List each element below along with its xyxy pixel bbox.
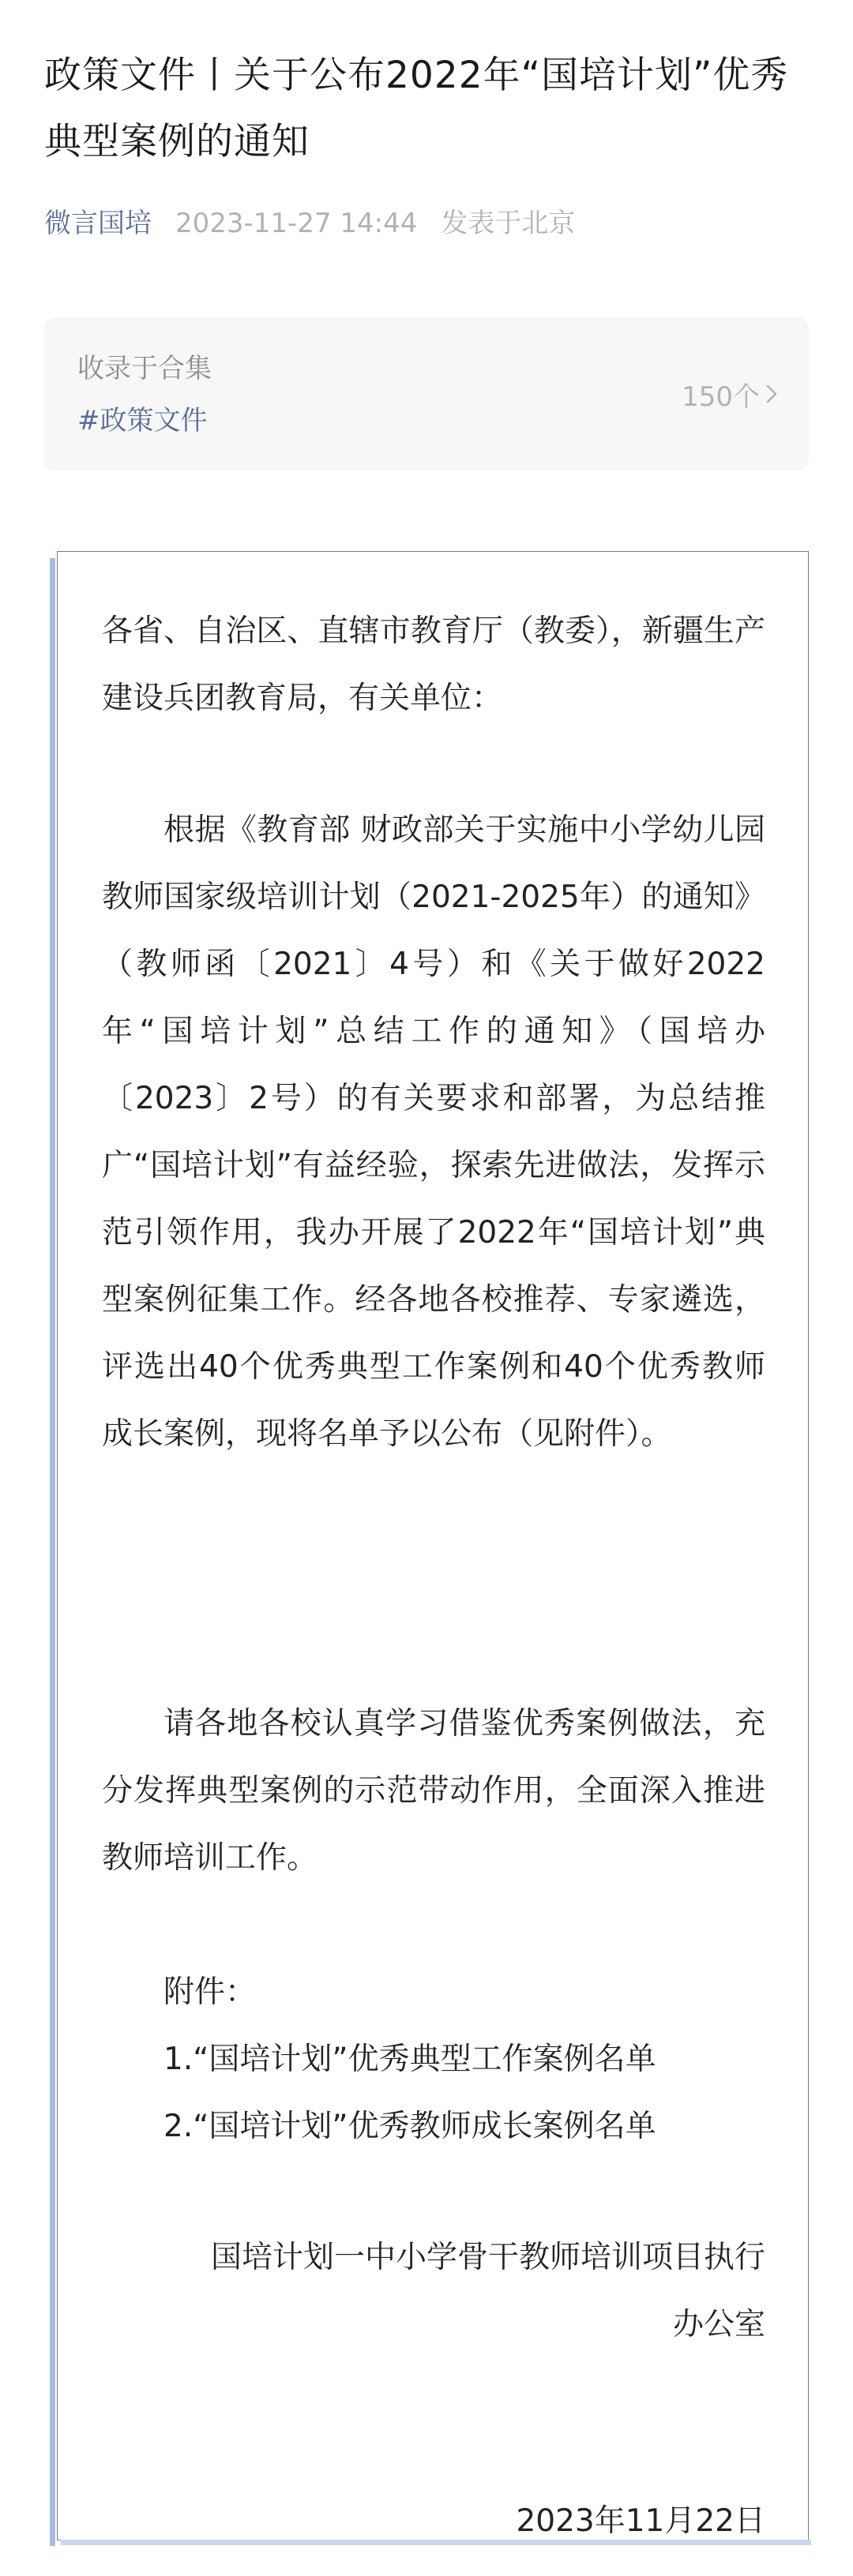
attachments-heading: 附件：: [163, 1974, 257, 2010]
issuer-signature-line-1: 国培计划一中小学骨干教师培训项目执行: [210, 2240, 765, 2275]
chevron-right-icon: [765, 382, 780, 406]
notice-body-paragraph-2: 请各地各校认真学习借鉴优秀案例做法，充分发挥典型案例的示范带动作用，全面深入推进教师培训工作。: [102, 1706, 765, 1876]
publish-location: 发表于北京: [441, 208, 576, 239]
collection-tag-link[interactable]: #政策文件: [77, 405, 208, 437]
collection-label: 收录于合集: [77, 353, 212, 384]
attachment-item-2: 2.“国培计划”优秀教师成长案例名单: [163, 2109, 656, 2144]
account-name-link[interactable]: 微言国培: [44, 208, 152, 239]
notice-salutation: 各省、自治区、直辖市教育厅（教委），新疆生产建设兵团教育局，有关单位：: [102, 613, 765, 716]
publish-time: 2023-11-27 14:44: [175, 208, 418, 239]
attachment-item-1: 1.“国培计划”优秀典型工作案例名单: [163, 2042, 656, 2077]
collection-count: 150个: [682, 381, 760, 413]
article-meta: [44, 204, 575, 243]
article-title: 政策文件丨关于公布2022年“国培计划”优秀典型案例的通知: [44, 54, 789, 163]
issuer-signature: [102, 2224, 765, 2358]
collection-card[interactable]: [44, 317, 809, 471]
issue-date: 2023年11月22日: [516, 2503, 765, 2539]
issuer-signature-line-2: 办公室: [672, 2307, 765, 2342]
notice-document-card: [57, 551, 809, 2540]
collection-count-link[interactable]: [682, 374, 780, 414]
notice-body-paragraph-1: 根据《教育部 财政部关于实施中小学幼儿园教师国家级培训计划（2021-2025年）的通知》（教师函〔2021〕4号）和《关于做好2022年“国培计划”总结工作的通知》（国培办〔2023〕2号）的有关要求和部署，为总结推广“国培计划”有益经验，探索先进做法，发挥示范引领作用，我办开展了2022年“国培计划”典型案例征集工作。经各地各校推荐、专家遴选，评选出40个优秀典型工作案例和40个优秀教师成长案例，现将名单予以公布（见附件）。: [102, 812, 765, 1452]
